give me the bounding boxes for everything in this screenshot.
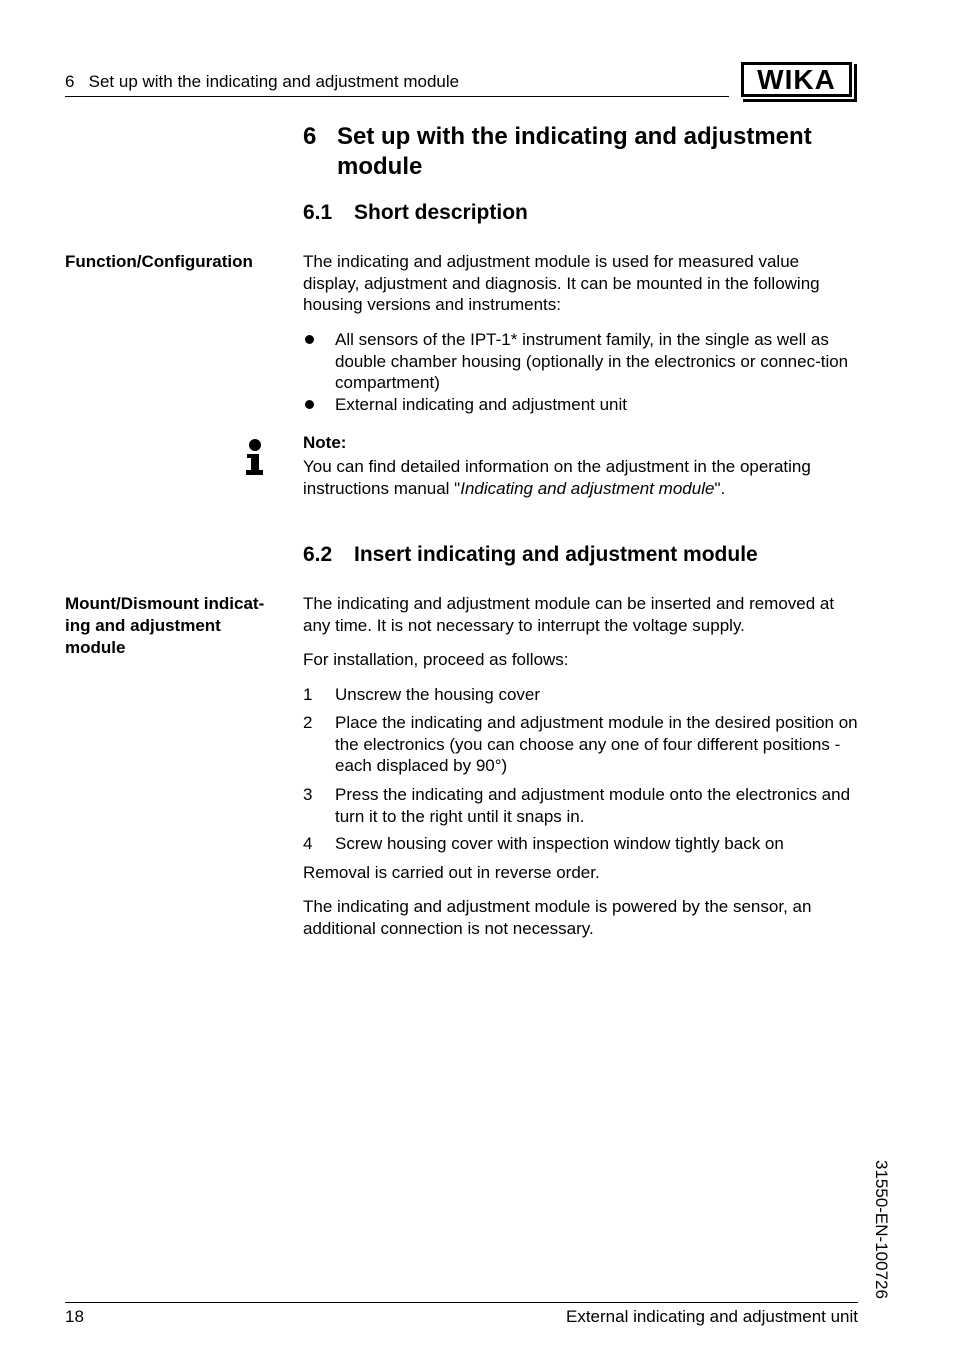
bullet-item <box>303 394 859 416</box>
intro-paragraph: The indicating and adjustment module is used for measured value display, adjustment and diagnosis. It can be mounted in the following housing versions and instruments: <box>303 252 820 314</box>
bullet-icon <box>305 400 314 409</box>
running-header: 6 Set up with the indicating and adjustment module <box>65 72 460 91</box>
section-heading-6-2 <box>303 543 758 567</box>
document-number: 31550-EN-100726 <box>872 1160 891 1299</box>
logo-shadow <box>854 64 857 102</box>
step-number: 3 <box>303 785 313 804</box>
logo-shadow <box>743 99 857 102</box>
step-item <box>303 712 859 777</box>
footer-title: External indicating and adjustment unit <box>565 1307 858 1326</box>
margin-label-function: Function/Configuration <box>65 252 253 271</box>
step-number: 1 <box>303 685 313 704</box>
bullet-icon <box>305 335 314 344</box>
margin-label-mount: Mount/Dismount indicat-ing and adjustment module <box>65 594 265 657</box>
footer-rule <box>65 1302 858 1303</box>
bullet-text: External indicating and adjustment unit <box>335 395 628 414</box>
bullet-item <box>303 329 859 394</box>
removal-paragraph: Removal is carried out in reverse order. <box>303 863 600 882</box>
step-item <box>303 833 859 855</box>
step-text: Unscrew the housing cover <box>335 685 541 704</box>
page-number: 18 <box>65 1307 84 1326</box>
section-number: 6.1 <box>303 201 333 224</box>
step-item <box>303 684 859 706</box>
note-text-start: You can find detailed information on the adjustment in the operating instructions manual " <box>303 457 811 498</box>
info-icon <box>244 437 266 479</box>
intro-paragraph: The indicating and adjustment module can be inserted and removed at any time. It is not necessary to interrupt the voltage supply. <box>303 594 835 635</box>
chapter-number: 6 <box>303 123 317 150</box>
wika-logo: WIKA <box>741 62 852 97</box>
power-paragraph: The indicating and adjustment module is powered by the sensor, an additional connection is not necessary. <box>303 897 812 938</box>
step-text: Screw housing cover with inspection window tightly back on <box>335 834 784 853</box>
step-item <box>303 784 859 827</box>
step-text: Press the indicating and adjustment module onto the electronics and turn it to the right until it snaps in. <box>335 785 851 826</box>
section-number: 6.2 <box>303 543 333 566</box>
step-number: 4 <box>303 834 313 853</box>
section-title: Short description <box>354 201 528 224</box>
section-title: Insert indicating and adjustment module <box>354 543 758 566</box>
header-rule <box>65 96 729 97</box>
note-text-italic: Indicating and adjustment module <box>460 478 715 498</box>
bullet-text: All sensors of the IPT-1* instrument family, in the single as well as double chamber housing (optionally in the electronics or connec-tion compartment) <box>335 330 849 392</box>
note-text <box>303 456 859 499</box>
step-number: 2 <box>303 713 313 732</box>
note-title: Note: <box>303 433 347 452</box>
section-heading-6-1 <box>303 201 528 225</box>
chapter-title: Set up with the indicating and adjustment module <box>337 123 812 180</box>
proceed-paragraph: For installation, proceed as follows: <box>303 650 569 669</box>
note-text-end: ". <box>714 478 726 498</box>
step-text: Place the indicating and adjustment module in the desired position on the electronics (you can choose any one of four different positions - each displaced by 90°) <box>335 713 858 775</box>
chapter-heading <box>303 122 863 182</box>
